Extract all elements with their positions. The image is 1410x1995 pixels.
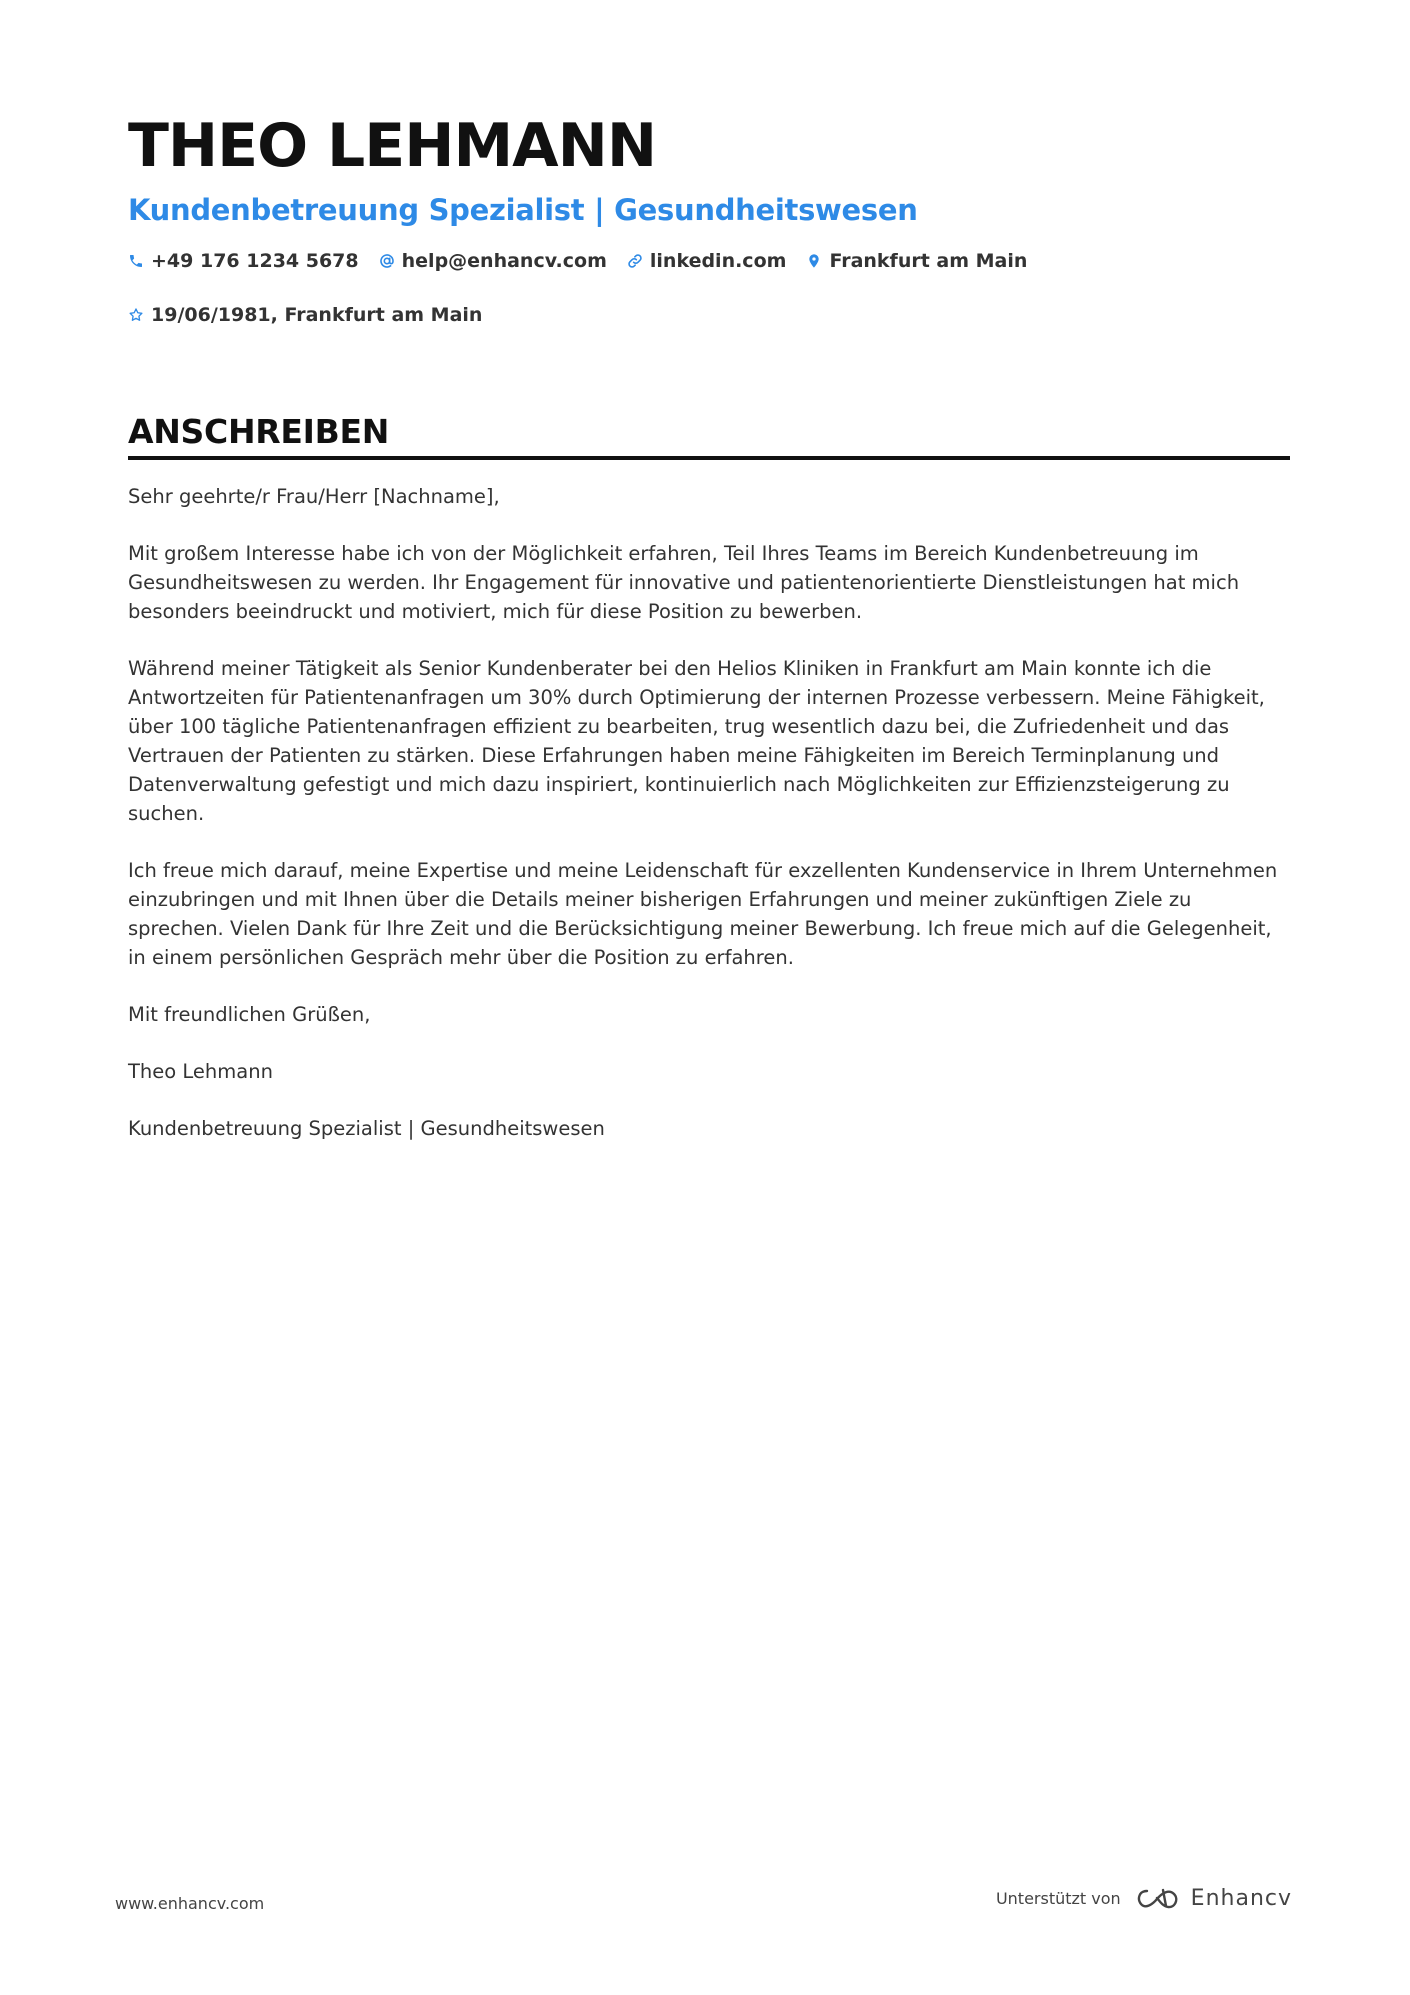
letter-salutation: Sehr geehrte/r Frau/Herr [Nachname], [128, 485, 500, 508]
signature-name: Theo Lehmann [128, 1060, 273, 1083]
contact-linkedin[interactable] [627, 248, 787, 274]
letter-closing: Mit freundlichen Grüßen, [128, 1003, 371, 1026]
candidate-name: THEO LEHMANN [128, 111, 657, 181]
contact-email-text: help@enhancv.com [401, 250, 607, 272]
contact-birth-text: 19/06/1981, Frankfurt am Main [151, 304, 483, 326]
phone-icon [128, 253, 144, 269]
contact-email[interactable] [379, 248, 607, 274]
candidate-headline: Kundenbetreuung Spezialist | Gesundheitswesen [128, 193, 918, 227]
contact-phone-text: +49 176 1234 5678 [151, 250, 359, 272]
contact-location-text: Frankfurt am Main [829, 250, 1028, 272]
letter-paragraph: Ich freue mich darauf, meine Expertise und meine Leidenschaft für exzellenten Kundenservice in Ihrem Unternehmen einzubringen und mit Ihnen über die Details meiner bisherigen Erfahrungen und meiner zukünftigen Ziele zu sprechen. Vielen Dank für Ihre Zeit und die Berücksichtigung meiner Bewerbung. Ich freue mich auf die Gelegenheit, in einem persönlichen Gespräch mehr über die Position zu erfahren. [128, 859, 1278, 969]
contact-location [806, 248, 1027, 274]
brand-name: Enhancv [1190, 1886, 1292, 1911]
at-icon [379, 253, 395, 269]
contact-linkedin-text: linkedin.com [649, 250, 787, 272]
contact-phone[interactable] [128, 248, 359, 274]
footer-website[interactable]: www.enhancv.com [115, 1894, 265, 1913]
signature-title: Kundenbetreuung Spezialist | Gesundheitswesen [128, 1117, 605, 1140]
contact-birth [128, 302, 482, 328]
letter-paragraph: Mit großem Interesse habe ich von der Möglichkeit erfahren, Teil Ihres Teams im Bereich Kundenbetreuung im Gesundheitswesen zu werden. Ihr Engagement für innovative und patientenorientierte Dienstleistungen hat mich besonders beeindruckt und motiviert, mich für diese Position zu bewerben. [128, 542, 1240, 623]
contact-info [128, 248, 1028, 328]
footer-branding [996, 1886, 1292, 1912]
section-title: ANSCHREIBEN [128, 412, 390, 451]
brand-logo[interactable] [1135, 1886, 1292, 1912]
powered-by-label: Unterstützt von [995, 1889, 1121, 1908]
star-icon [128, 307, 144, 323]
location-pin-icon [806, 253, 822, 269]
section-divider [128, 456, 1290, 460]
letter-body [128, 482, 1290, 1143]
link-icon [627, 253, 643, 269]
enhancv-logo-icon [1135, 1886, 1181, 1912]
cover-letter [128, 110, 1290, 1171]
letter-paragraph: Während meiner Tätigkeit als Senior Kundenberater bei den Helios Kliniken in Frankfurt am Main konnte ich die Antwortzeiten für Patientenanfragen um 30% durch Optimierung der internen Prozesse verbessern. Meine Fähigkeit, über 100 tägliche Patientenanfragen effizient zu bearbeiten, trug wesentlich dazu bei, die Zufriedenheit und das Vertrauen der Patienten zu stärken. Diese Erfahrungen haben meine Fähigkeiten im Bereich Terminplanung und Datenverwaltung gefestigt und mich dazu inspiriert, kontinuierlich nach Möglichkeiten zur Effizienzsteigerung zu suchen. [128, 657, 1265, 825]
